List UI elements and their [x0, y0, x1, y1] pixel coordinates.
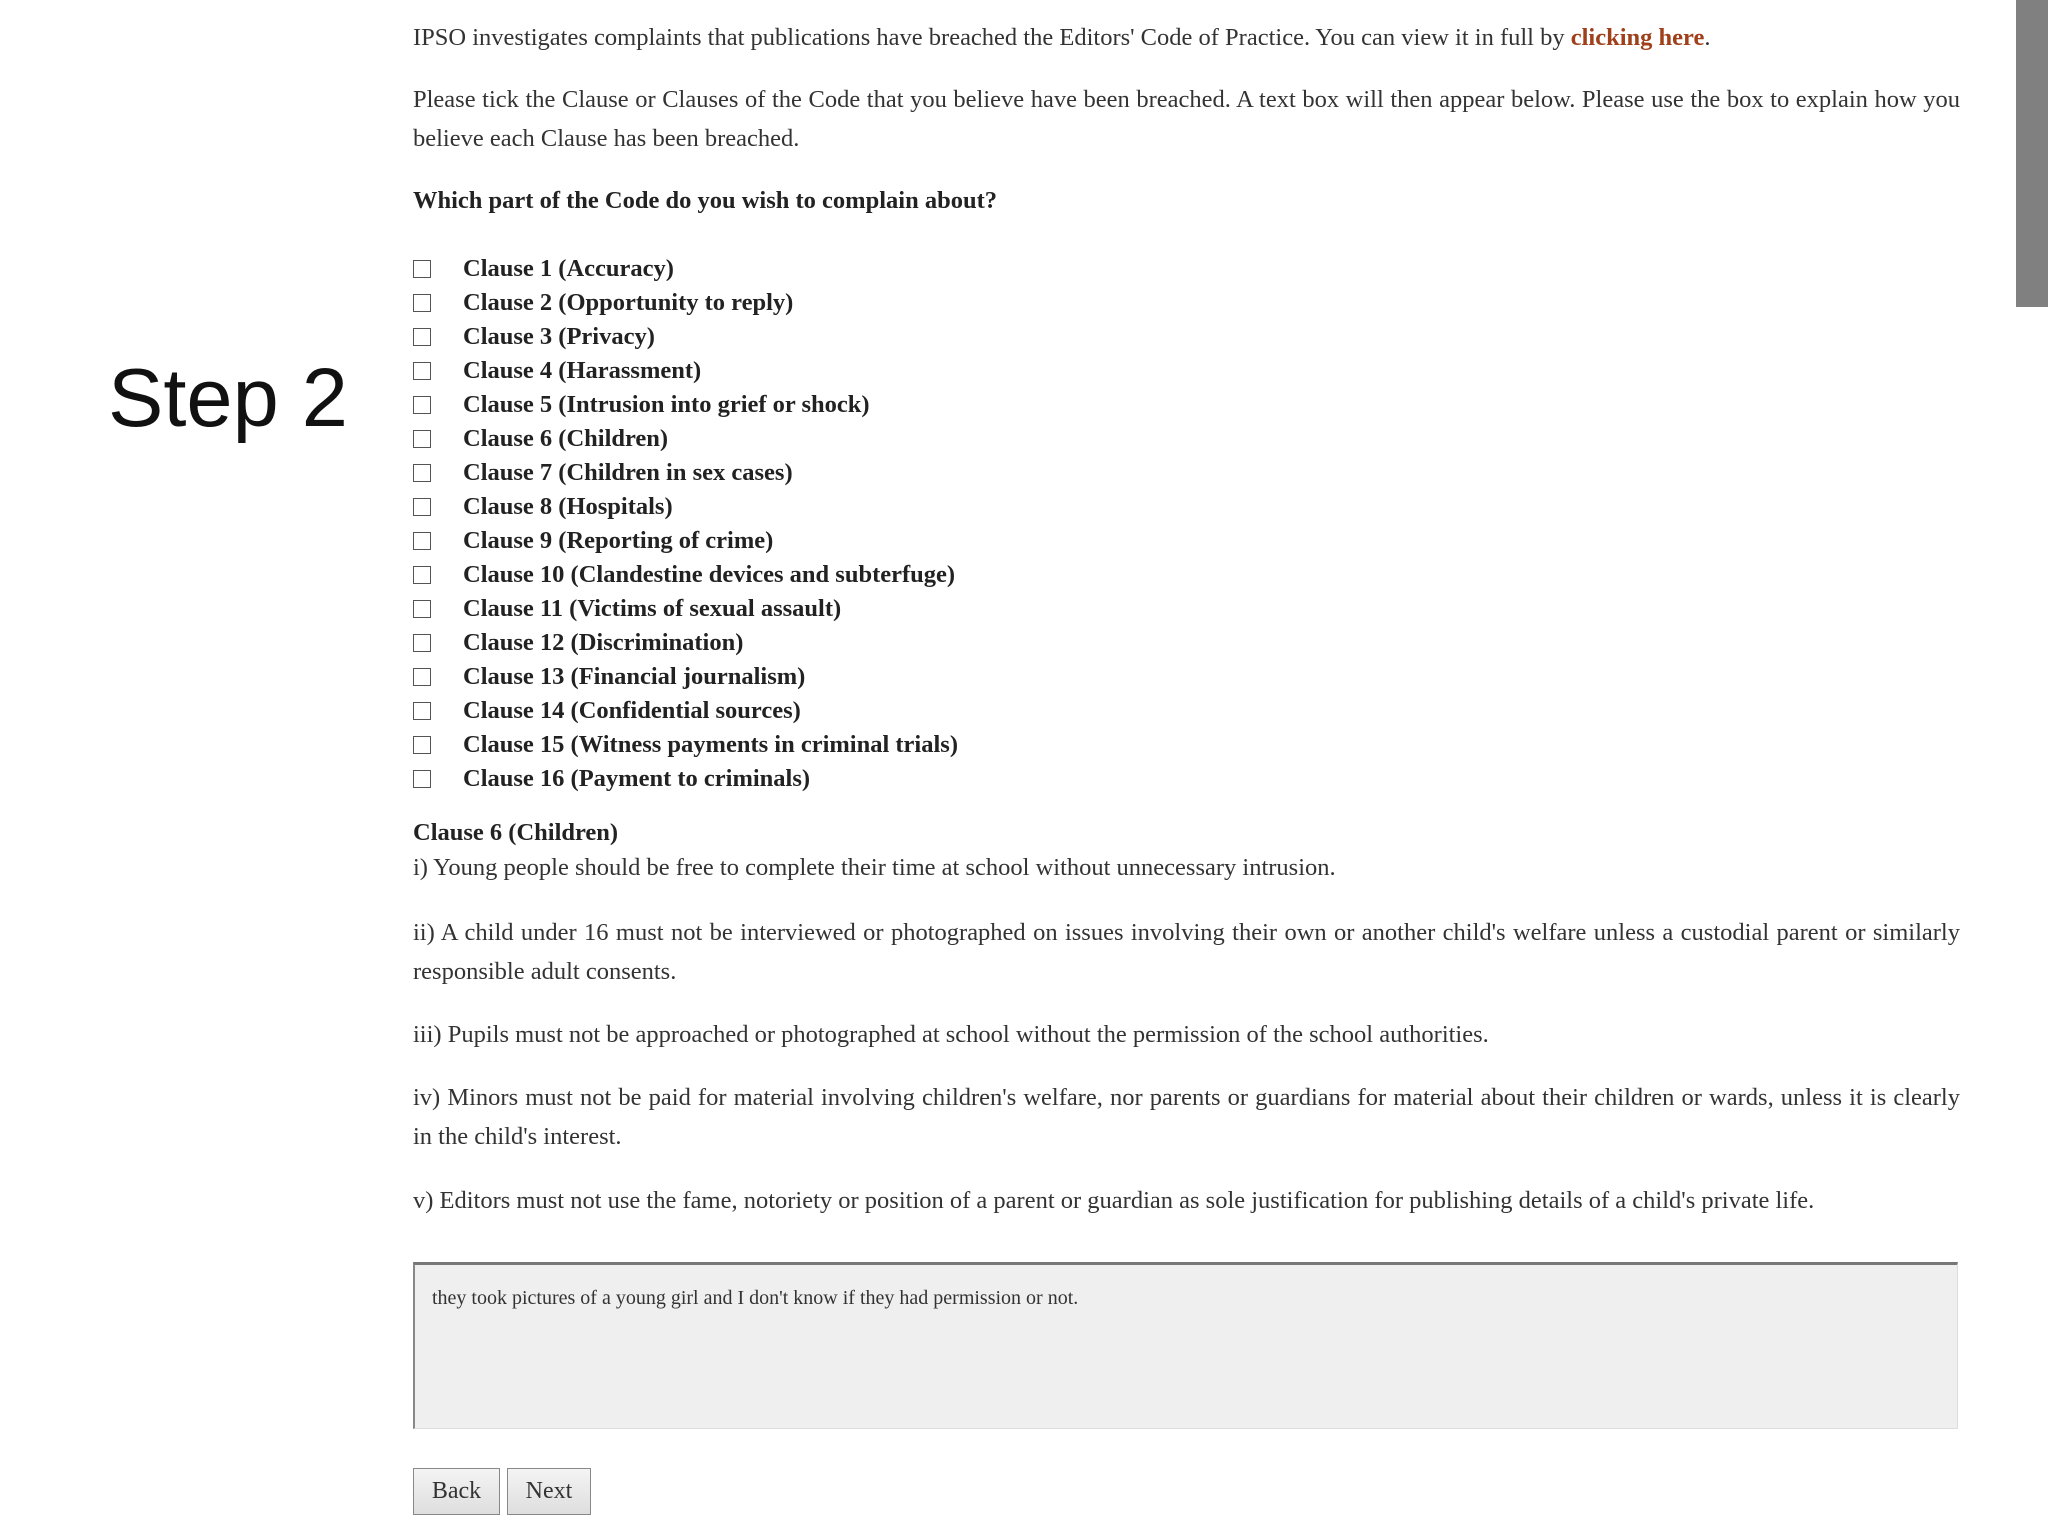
clause-checkbox[interactable]	[413, 294, 431, 312]
clause-point: iii) Pupils must not be approached or photographed at school without the permission of the school authorities.	[413, 1021, 1489, 1048]
clause-checkbox-list	[413, 252, 958, 796]
scrollbar-track[interactable]	[2016, 0, 2048, 1536]
clause-checkbox[interactable]	[413, 260, 431, 278]
navigation-buttons	[413, 1468, 591, 1515]
intro-text-end: .	[1704, 24, 1711, 51]
clause-checkbox[interactable]	[413, 362, 431, 380]
clause-option[interactable]	[413, 694, 958, 728]
clause-label[interactable]: Clause 13 (Financial journalism)	[463, 663, 806, 690]
clause-label[interactable]: Clause 7 (Children in sex cases)	[463, 459, 793, 486]
clause-label[interactable]: Clause 4 (Harassment)	[463, 357, 702, 384]
clause-label[interactable]: Clause 2 (Opportunity to reply)	[463, 289, 794, 316]
back-button[interactable]: Back	[413, 1468, 500, 1515]
clause-option[interactable]	[413, 558, 958, 592]
clause-checkbox[interactable]	[413, 770, 431, 788]
clause-option[interactable]	[413, 456, 958, 490]
clause-label[interactable]: Clause 8 (Hospitals)	[463, 493, 673, 520]
clause-checkbox[interactable]	[413, 464, 431, 482]
clause-checkbox[interactable]	[413, 736, 431, 754]
clause-option[interactable]	[413, 762, 958, 796]
step-label: Step 2	[108, 351, 348, 444]
clause-point: iv) Minors must not be paid for material involving children's welfare, nor parents or guardians for material about their children or wards, unless it is clearly in the child's interest.	[413, 1084, 1960, 1150]
clause-checkbox[interactable]	[413, 566, 431, 584]
clause-checkbox[interactable]	[413, 328, 431, 346]
clause-checkbox[interactable]	[413, 396, 431, 414]
clause-point: i) Young people should be free to complete their time at school without unnecessary intrusion.	[413, 854, 1336, 881]
clause-option[interactable]	[413, 524, 958, 558]
clause-label[interactable]: Clause 9 (Reporting of crime)	[463, 527, 774, 554]
clause-option[interactable]	[413, 252, 958, 286]
clause-label[interactable]: Clause 12 (Discrimination)	[463, 629, 744, 656]
intro-paragraph	[413, 18, 1960, 57]
clause-option[interactable]	[413, 354, 958, 388]
clause-option[interactable]	[413, 592, 958, 626]
clause-checkbox[interactable]	[413, 498, 431, 516]
clause-label[interactable]: Clause 16 (Payment to criminals)	[463, 765, 811, 792]
clause-option[interactable]	[413, 626, 958, 660]
clause-option[interactable]	[413, 660, 958, 694]
clause-option[interactable]	[413, 286, 958, 320]
selected-clause-title: Clause 6 (Children)	[413, 819, 619, 846]
clause-label[interactable]: Clause 15 (Witness payments in criminal trials)	[463, 731, 958, 758]
instructions-paragraph: Please tick the Clause or Clauses of the Code that you believe have been breached. A text box will then appear below. Please use the box to explain how you believe each Clause has been breached.	[413, 86, 1960, 152]
clause-checkbox[interactable]	[413, 702, 431, 720]
clause-label[interactable]: Clause 6 (Children)	[463, 425, 669, 452]
clause-label[interactable]: Clause 1 (Accuracy)	[463, 255, 674, 282]
clause-checkbox[interactable]	[413, 600, 431, 618]
clause-checkbox[interactable]	[413, 634, 431, 652]
clause-option[interactable]	[413, 728, 958, 762]
clause-option[interactable]	[413, 490, 958, 524]
clause-label[interactable]: Clause 10 (Clandestine devices and subterfuge)	[463, 561, 956, 588]
clause-label[interactable]: Clause 5 (Intrusion into grief or shock)	[463, 391, 870, 418]
clause-option[interactable]	[413, 422, 958, 456]
next-button[interactable]: Next	[507, 1468, 591, 1515]
clause-point: v) Editors must not use the fame, notoriety or position of a parent or guardian as sole justification for publishing details of a child's private life.	[413, 1187, 1815, 1214]
clause-checkbox[interactable]	[413, 668, 431, 686]
breach-explanation-textarea[interactable]	[413, 1262, 1958, 1429]
clause-label[interactable]: Clause 11 (Victims of sexual assault)	[463, 595, 842, 622]
clause-label[interactable]: Clause 3 (Privacy)	[463, 323, 655, 350]
intro-text: IPSO investigates complaints that publications have breached the Editors' Code of Practice. You can view it in full by	[413, 24, 1571, 51]
clause-checkbox[interactable]	[413, 430, 431, 448]
clause-option[interactable]	[413, 320, 958, 354]
scrollbar-thumb[interactable]	[2016, 0, 2048, 307]
clause-point: ii) A child under 16 must not be interviewed or photographed on issues involving their own or another child's welfare unless a custodial parent or similarly responsible adult consents.	[413, 919, 1960, 985]
clause-question: Which part of the Code do you wish to complain about?	[413, 187, 997, 214]
code-of-practice-link[interactable]: clicking here	[1570, 24, 1705, 51]
clause-checkbox[interactable]	[413, 532, 431, 550]
clause-label[interactable]: Clause 14 (Confidential sources)	[463, 697, 801, 724]
clause-option[interactable]	[413, 388, 958, 422]
